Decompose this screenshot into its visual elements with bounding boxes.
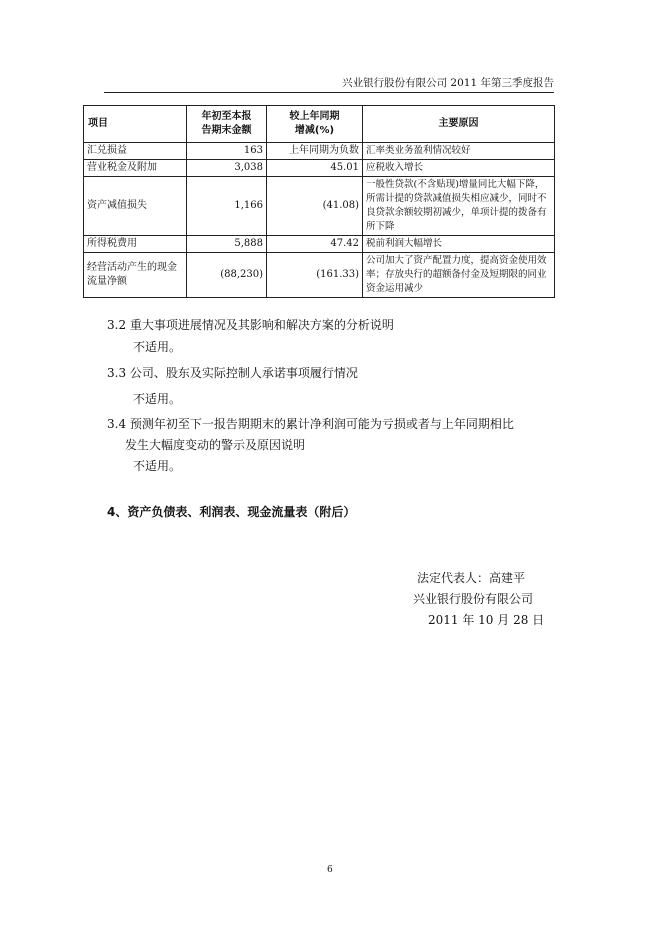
company-name: 兴业银行股份有限公司 [413, 592, 534, 606]
column-header-amount-line2: 告期末金额 [201, 125, 252, 136]
signature-date: 2011 年 10 月 28 日 [428, 613, 545, 627]
column-header-change-line1: 较上年同期 [289, 111, 340, 122]
row-reason: 汇率类业务盈利情况较好 [363, 143, 555, 160]
section-3-4-heading: 3.4 预测年初至下一报告期期末的累计净利润可能为亏损或者与上年同期相比 [107, 417, 514, 431]
row-change: (41.08) [267, 177, 363, 236]
table-header-row [84, 106, 555, 143]
row-item: 资产减值损失 [84, 177, 187, 236]
section-3-3-heading: 3.3 公司、股东及实际控制人承诺事项履行情况 [107, 366, 358, 380]
row-amount: 163 [187, 143, 267, 160]
table-row [84, 143, 555, 160]
row-change: 45.01 [267, 160, 363, 177]
section-3-4-body: 不适用。 [133, 459, 182, 473]
legal-representative: 法定代表人：高建平 [417, 571, 526, 585]
row-reason: 公司加大了资产配置力度，提高资金使用效率；存放央行的超额备付金及短期限的同业资金运用减少 [363, 253, 555, 298]
table-row [84, 253, 555, 298]
row-reason: 一般性贷款(不含贴现)增量同比大幅下降，所需计提的贷款减值损失相应减少，同时不良贷款余额较期初减少，单项计提的拨备有所下降 [363, 177, 555, 236]
header-rule [104, 92, 554, 93]
column-header-change [267, 106, 363, 143]
row-item: 营业税金及附加 [84, 160, 187, 177]
section-4-title: 4、资产负债表、利润表、现金流量表（附后） [107, 505, 356, 519]
row-reason: 税前利润大幅增长 [363, 236, 555, 253]
row-amount: (88,230) [187, 253, 267, 298]
row-amount: 5,888 [187, 236, 267, 253]
page-number: 6 [327, 865, 333, 875]
column-header-item: 项目 [84, 106, 187, 143]
financial-change-table [83, 105, 555, 298]
row-change: 上年同期为负数 [267, 143, 363, 160]
section-3-2-body: 不适用。 [133, 340, 182, 354]
row-amount: 3,038 [187, 160, 267, 177]
row-amount: 1,166 [187, 177, 267, 236]
section-3-4-heading-cont: 发生大幅度变动的警示及原因说明 [125, 438, 306, 452]
section-3-2-heading: 3.2 重大事项进展情况及其影响和解决方案的分析说明 [107, 318, 394, 332]
running-header: 兴业银行股份有限公司 2011 年第三季度报告 [342, 77, 554, 89]
row-reason: 应税收入增长 [363, 160, 555, 177]
row-change: (161.33) [267, 253, 363, 298]
section-3-3-body: 不适用。 [133, 392, 182, 406]
table-row [84, 236, 555, 253]
row-change: 47.42 [267, 236, 363, 253]
column-header-reason: 主要原因 [363, 106, 555, 143]
row-item: 所得税费用 [84, 236, 187, 253]
table-row [84, 160, 555, 177]
column-header-change-line2: 增减(%) [294, 125, 335, 136]
column-header-amount-line1: 年初至本报 [201, 111, 252, 122]
row-item: 经营活动产生的现金流量净额 [84, 253, 187, 298]
table-row [84, 177, 555, 236]
column-header-amount [187, 106, 267, 143]
row-item: 汇兑损益 [84, 143, 187, 160]
